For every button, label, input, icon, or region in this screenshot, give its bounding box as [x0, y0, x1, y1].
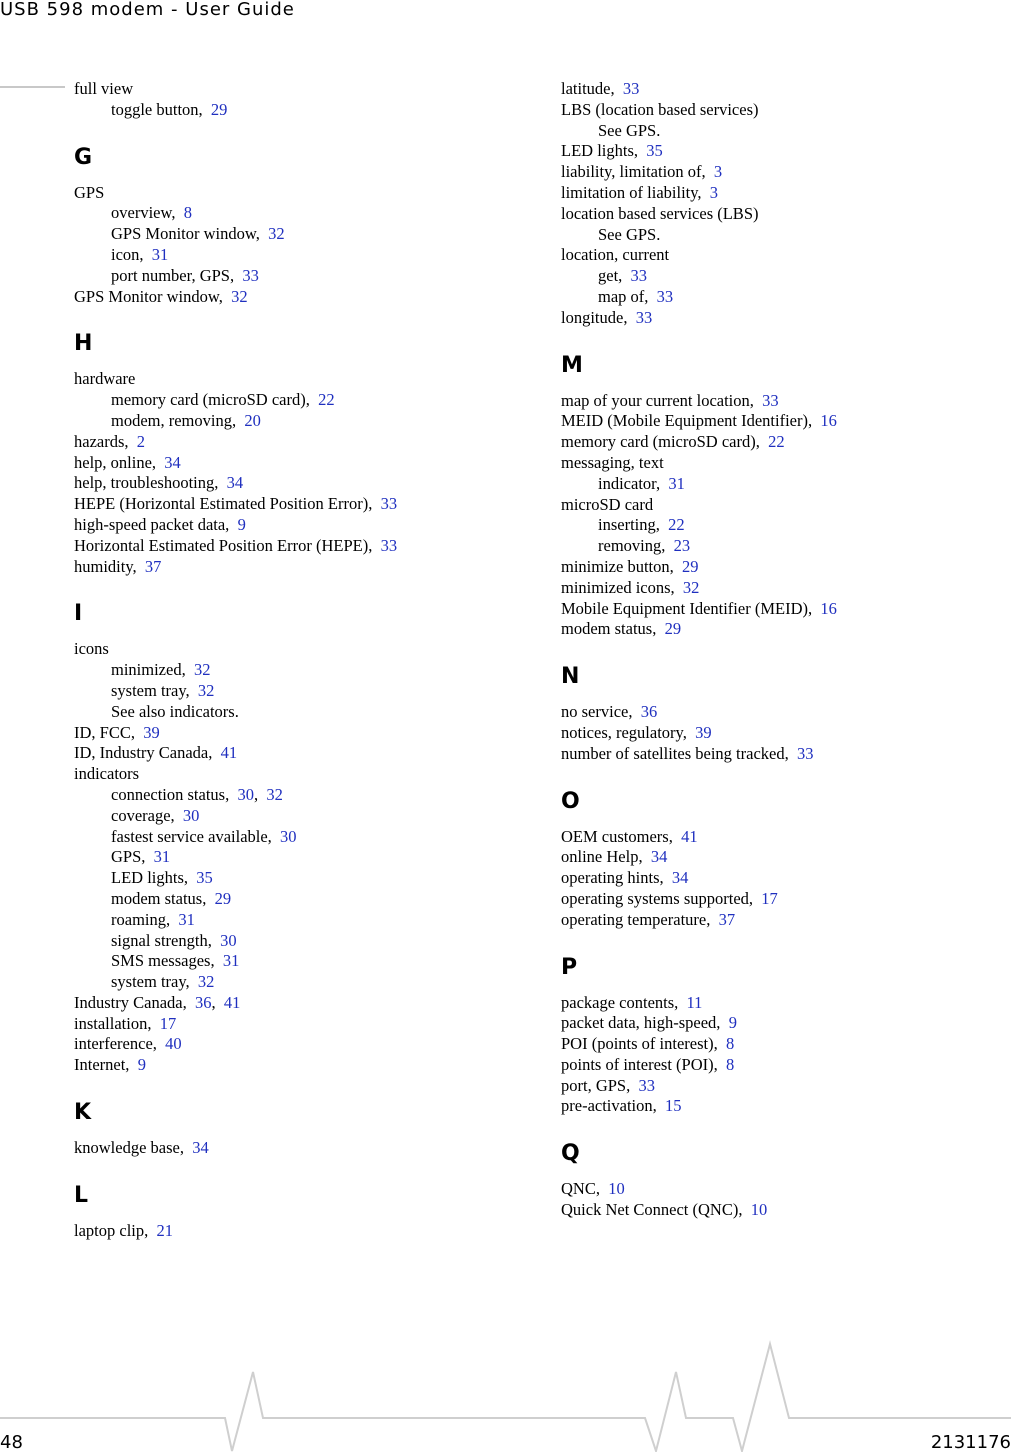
- index-term: toggle button,: [111, 99, 203, 119]
- header-title: USB 598 modem - User Guide: [0, 0, 295, 20]
- page-reference-link[interactable]: 33: [796, 743, 814, 763]
- index-term: system tray,: [111, 972, 190, 992]
- index-entry: [74, 1034, 514, 1055]
- page-reference-link[interactable]: 32: [197, 680, 215, 700]
- page-reference-link[interactable]: 30: [237, 784, 254, 804]
- index-entry: [561, 308, 1001, 329]
- index-subentry: [561, 536, 1001, 557]
- index-term: latitude,: [561, 79, 615, 98]
- index-section-letter: N: [561, 664, 580, 690]
- index-entry: [74, 183, 514, 204]
- index-term: port, GPS,: [561, 1075, 631, 1095]
- index-entry: Industry Canada, 36, 41: [74, 992, 241, 1012]
- index-entry: [561, 1179, 1001, 1200]
- index-term: limitation of liability,: [561, 182, 702, 202]
- index-entry: [561, 847, 1001, 868]
- index-entry: [561, 453, 1001, 474]
- page-reference-link[interactable]: 22: [318, 390, 335, 410]
- index-entry: [74, 1221, 514, 1242]
- index-term: removing,: [598, 536, 666, 556]
- index-term: GPS: [74, 182, 105, 202]
- index-section-letter: M: [561, 352, 583, 378]
- index-entry: [561, 79, 1001, 100]
- index-term: minimized,: [111, 660, 186, 680]
- page-reference-link[interactable]: 32: [266, 784, 283, 804]
- page-reference-link[interactable]: 34: [192, 1138, 209, 1158]
- index-term: minimized icons,: [561, 577, 675, 597]
- index-term: indicators: [74, 764, 140, 784]
- index-term: fastest service available,: [111, 826, 272, 846]
- page-reference-link[interactable]: 29: [210, 99, 228, 119]
- page-reference-link[interactable]: 32: [197, 972, 215, 992]
- index-term: inserting,: [598, 515, 660, 535]
- index-subentry: [561, 474, 1001, 495]
- index-entry: [561, 993, 1001, 1014]
- index-term: notices, regulatory,: [561, 722, 687, 742]
- index-term: memory card (microSD card),: [111, 390, 310, 410]
- index-term: number of satellites being tracked,: [561, 743, 789, 763]
- index-entry: [561, 1055, 1001, 1076]
- index-term: Industry Canada,: [74, 992, 187, 1012]
- index-entry: [561, 141, 1001, 162]
- index-entry: [561, 557, 1001, 578]
- index-term: See GPS.: [598, 120, 661, 140]
- index-entry: [74, 473, 514, 494]
- page-reference-link[interactable]: 37: [144, 556, 162, 576]
- page-reference-link[interactable]: 8: [725, 1054, 735, 1074]
- page-reference-link[interactable]: 33: [638, 1075, 655, 1095]
- index-term: microSD card: [561, 494, 654, 514]
- page-reference-link[interactable]: 33: [622, 79, 640, 98]
- index-term: GPS Monitor window,: [74, 286, 223, 306]
- index-entry: [561, 868, 1001, 889]
- page-reference-link[interactable]: 36: [194, 992, 212, 1012]
- index-term: ID, FCC,: [74, 722, 135, 742]
- page-reference-link[interactable]: 3: [713, 162, 723, 182]
- index-entry: [561, 432, 1001, 453]
- index-term: LED lights,: [111, 868, 188, 888]
- page-reference-link[interactable]: 33: [630, 266, 648, 286]
- page-reference-link[interactable]: 2: [136, 431, 146, 451]
- index-entry: [561, 1096, 1001, 1117]
- index-subentry: [74, 224, 514, 245]
- index-term: roaming,: [111, 909, 171, 929]
- index-term: map of your current location,: [561, 390, 754, 410]
- page-reference-link[interactable]: 37: [718, 909, 736, 929]
- index-subentry: [74, 681, 514, 702]
- index-term: laptop clip,: [74, 1220, 149, 1240]
- index-entry: [561, 495, 1001, 516]
- index-term: Quick Net Connect (QNC),: [561, 1200, 743, 1220]
- index-term: knowledge base,: [74, 1138, 184, 1158]
- index-entry: [74, 287, 514, 308]
- index-term: LED lights,: [561, 141, 638, 161]
- page-reference-link[interactable]: 17: [159, 1013, 177, 1033]
- index-entry: [74, 432, 514, 453]
- index-entry: [74, 1138, 514, 1159]
- index-term: Horizontal Estimated Position Error (HEPE),: [74, 535, 373, 555]
- index-subentry: [561, 121, 1001, 142]
- page-number: 48: [0, 1432, 23, 1453]
- index-entry: [561, 744, 1001, 765]
- page-reference-link[interactable]: 29: [214, 888, 232, 908]
- index-term: operating temperature,: [561, 909, 711, 929]
- index-term: points of interest (POI),: [561, 1054, 718, 1074]
- index-entry: [74, 369, 514, 390]
- page-reference-link[interactable]: 31: [222, 951, 240, 971]
- page-reference-link[interactable]: 33: [762, 390, 779, 410]
- index-term: full view: [74, 79, 134, 98]
- page-reference-link[interactable]: 8: [725, 1034, 735, 1054]
- page-reference-link[interactable]: 31: [153, 847, 171, 867]
- index-section-letter: L: [74, 1182, 89, 1208]
- index-term: longitude,: [561, 307, 628, 327]
- index-term: QNC,: [561, 1179, 600, 1199]
- index-term: get,: [598, 266, 623, 286]
- page-reference-link[interactable]: 35: [196, 868, 213, 888]
- index-entry: [74, 723, 514, 744]
- page-reference-link[interactable]: 32: [268, 224, 285, 244]
- footer-wave-decoration: [0, 1338, 1011, 1452]
- index-entry: [561, 578, 1001, 599]
- index-term: system tray,: [111, 680, 190, 700]
- index-subentry: [74, 100, 514, 121]
- index-term: map of,: [598, 286, 649, 306]
- page-reference-link[interactable]: 41: [681, 826, 698, 846]
- page-reference-link[interactable]: 10: [750, 1200, 768, 1220]
- index-entry: [561, 245, 1001, 266]
- index-term: OEM customers,: [561, 826, 673, 846]
- index-term: location, current: [561, 245, 670, 265]
- index-term: help, troubleshooting,: [74, 473, 219, 493]
- index-subentry: [74, 931, 514, 952]
- index-term: modem, removing,: [111, 410, 237, 430]
- index-subentry: [74, 702, 514, 723]
- page-reference-link[interactable]: 34: [671, 868, 689, 888]
- index-term: minimize button,: [561, 556, 674, 576]
- index-term: modem status,: [111, 888, 207, 908]
- index-term: HEPE (Horizontal Estimated Position Error),: [74, 494, 373, 514]
- index-entry: [74, 639, 514, 660]
- index-entry: [74, 536, 514, 557]
- page-reference-link[interactable]: 22: [768, 432, 785, 452]
- page-reference-link[interactable]: 17: [761, 888, 778, 908]
- index-term: operating systems supported,: [561, 888, 754, 908]
- index-subentry: [74, 411, 514, 432]
- index-term: overview,: [111, 203, 176, 223]
- index-section-letter: Q: [561, 1141, 580, 1167]
- index-column-left: [74, 79, 514, 1242]
- index-entry: [561, 391, 1001, 412]
- index-subentry: [74, 806, 514, 827]
- page-reference-link[interactable]: 29: [682, 556, 699, 576]
- index-entry: [561, 1200, 1001, 1221]
- index-term: operating hints,: [561, 868, 664, 888]
- page-reference-link[interactable]: 41: [223, 992, 241, 1012]
- index-subentry: [74, 910, 514, 931]
- index-section-letter: O: [561, 788, 580, 814]
- page-reference-link[interactable]: 21: [156, 1220, 173, 1240]
- index-entry: [561, 889, 1001, 910]
- index-entry: [74, 494, 514, 515]
- page-reference-link[interactable]: 30: [280, 826, 297, 846]
- index-section-letter: I: [74, 601, 83, 627]
- index-entry: [561, 1013, 1001, 1034]
- index-term: installation,: [74, 1013, 152, 1033]
- index-entry: [74, 515, 514, 536]
- footer-wave-line: [0, 1344, 1011, 1451]
- page-reference-link[interactable]: 30: [220, 930, 237, 950]
- index-term: package contents,: [561, 992, 679, 1012]
- index-entry: [561, 910, 1001, 931]
- index-term: connection status,: [111, 784, 230, 804]
- index-section-letter: G: [74, 144, 93, 170]
- index-term: modem status,: [561, 619, 657, 639]
- index-term: interference,: [74, 1034, 157, 1054]
- index-term: signal strength,: [111, 930, 212, 950]
- page-reference-link[interactable]: 9: [237, 514, 246, 534]
- index-subentry: [74, 847, 514, 868]
- index-entry: [74, 557, 514, 578]
- index-subentry: [561, 515, 1001, 536]
- index-subentry: [74, 868, 514, 889]
- index-entry: [74, 79, 514, 100]
- page-reference-link[interactable]: 40: [165, 1034, 182, 1054]
- page-reference-link[interactable]: 31: [668, 473, 685, 493]
- index-subentry: [74, 660, 514, 681]
- index-entry: [561, 1076, 1001, 1097]
- index-subentry: [74, 889, 514, 910]
- index-subentry: [74, 266, 514, 287]
- page-reference-link[interactable]: 9: [137, 1055, 146, 1075]
- index-entry: [561, 100, 1001, 121]
- page-reference-link[interactable]: 33: [656, 286, 674, 306]
- index-section-letter: H: [74, 331, 93, 357]
- page-reference-link[interactable]: 39: [143, 722, 160, 742]
- index-entry: [561, 827, 1001, 848]
- page-reference-link[interactable]: 32: [193, 660, 211, 680]
- page-reference-link[interactable]: 32: [682, 577, 700, 597]
- index-term: port number, GPS,: [111, 265, 235, 285]
- index-term: LBS (location based services): [561, 99, 759, 119]
- index-entry: [74, 453, 514, 474]
- page-reference-link[interactable]: 32: [231, 286, 248, 306]
- page-reference-link[interactable]: 34: [650, 847, 668, 867]
- page-reference-link[interactable]: 30: [182, 805, 200, 825]
- page-reference-link[interactable]: 9: [728, 1013, 737, 1033]
- index-term: icons: [74, 639, 109, 659]
- document-number: 2131176: [930, 1432, 1011, 1453]
- index-term: no service,: [561, 702, 633, 722]
- index-subentry: [561, 266, 1001, 287]
- index-term: location based services (LBS): [561, 203, 759, 223]
- page-reference-link[interactable]: 29: [664, 619, 682, 639]
- index-term: coverage,: [111, 805, 175, 825]
- index-term: GPS,: [111, 847, 146, 867]
- page-reference-link[interactable]: 31: [178, 909, 195, 929]
- index-term: hardware: [74, 369, 136, 389]
- page-reference-link[interactable]: 31: [151, 244, 169, 264]
- page-reference-link[interactable]: 36: [640, 702, 658, 722]
- page-reference-link[interactable]: 33: [380, 494, 398, 514]
- index-subentry: [74, 203, 514, 224]
- index-entry: [561, 599, 1001, 620]
- index-term: pre-activation,: [561, 1096, 657, 1116]
- page-reference-link[interactable]: 33: [380, 535, 398, 555]
- index-entry: [74, 764, 514, 785]
- page-reference-link[interactable]: 11: [686, 992, 703, 1012]
- index-term: liability, limitation of,: [561, 162, 706, 182]
- index-term: MEID (Mobile Equipment Identifier),: [561, 411, 813, 431]
- index-term: packet data, high-speed,: [561, 1013, 721, 1033]
- index-term: Mobile Equipment Identifier (MEID),: [561, 598, 813, 618]
- index-subentry: [74, 951, 514, 972]
- index-entry: [561, 204, 1001, 225]
- index-term: icon,: [111, 244, 144, 264]
- page-reference-link[interactable]: 22: [668, 515, 685, 535]
- index-term: POI (points of interest),: [561, 1034, 718, 1054]
- page-reference-link[interactable]: 33: [242, 265, 259, 285]
- index-term: humidity,: [74, 556, 137, 576]
- index-term: Internet,: [74, 1055, 130, 1075]
- page-reference-link[interactable]: 3: [709, 182, 719, 202]
- index-column-right: [561, 79, 1001, 1221]
- page-reference-link[interactable]: 34: [226, 473, 244, 493]
- index-subentry: [74, 972, 514, 993]
- page-reference-link[interactable]: 8: [183, 203, 192, 223]
- page-reference-link[interactable]: 16: [820, 411, 837, 431]
- index-term: messaging, text: [561, 452, 664, 472]
- header-rule: [0, 86, 65, 88]
- index-entry: [74, 1055, 514, 1076]
- index-subentry: [74, 245, 514, 266]
- index-term: help, online,: [74, 452, 157, 472]
- index-term: SMS messages,: [111, 951, 215, 971]
- index-term: hazards,: [74, 431, 129, 451]
- index-entry: [561, 162, 1001, 183]
- index-subentry: connection status, 30, 32: [111, 784, 283, 804]
- page-reference-link[interactable]: 23: [673, 536, 691, 556]
- page-reference-link[interactable]: 34: [164, 452, 181, 472]
- page-reference-link[interactable]: 16: [820, 598, 837, 618]
- page-reference-link[interactable]: 35: [646, 141, 663, 161]
- page-reference-link[interactable]: 39: [695, 722, 712, 742]
- index-term: See also indicators.: [111, 701, 239, 721]
- index-section-letter: K: [74, 1100, 92, 1126]
- index-entry: [561, 619, 1001, 640]
- index-entry: [561, 723, 1001, 744]
- index-entry: [561, 702, 1001, 723]
- index-entry: [74, 743, 514, 764]
- page-reference-link[interactable]: 15: [665, 1096, 682, 1116]
- index-term: memory card (microSD card),: [561, 432, 760, 452]
- index-term: online Help,: [561, 847, 643, 867]
- index-section-letter: P: [561, 954, 578, 980]
- index-subentry: [74, 827, 514, 848]
- index-subentry: [74, 390, 514, 411]
- page-reference-link[interactable]: 20: [244, 410, 261, 430]
- page-reference-link[interactable]: 10: [608, 1179, 625, 1199]
- index-entry: [561, 411, 1001, 432]
- index-entry: [74, 1014, 514, 1035]
- index-term: GPS Monitor window,: [111, 224, 260, 244]
- page-reference-link[interactable]: 41: [220, 743, 238, 763]
- index-entry: [561, 183, 1001, 204]
- index-term: ID, Industry Canada,: [74, 743, 213, 763]
- index-term: high-speed packet data,: [74, 514, 230, 534]
- index-entry: [561, 1034, 1001, 1055]
- index-term: indicator,: [598, 473, 661, 493]
- page-reference-link[interactable]: 33: [635, 307, 653, 327]
- index-subentry: [561, 287, 1001, 308]
- index-subentry: [561, 225, 1001, 246]
- index-term: See GPS.: [598, 224, 661, 244]
